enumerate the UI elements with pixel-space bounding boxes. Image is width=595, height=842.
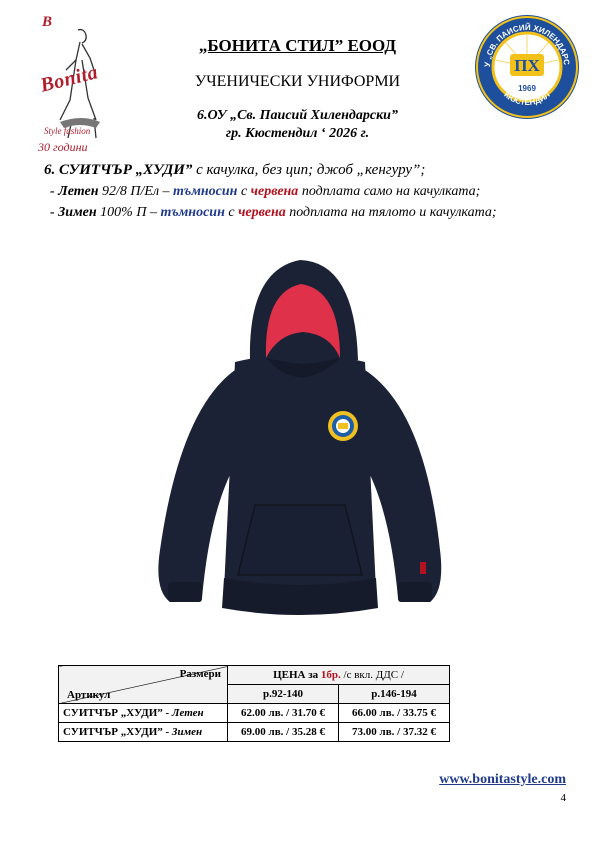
row-price-1: 69.00 лв. / 35.28 € — [228, 723, 339, 742]
article-variant: Зимен — [171, 726, 203, 738]
row-price-2: 66.00 лв. / 33.75 € — [339, 704, 450, 723]
website-link[interactable]: www.bonitastyle.com — [439, 772, 566, 787]
row-article — [59, 704, 228, 723]
brand-years: 30 години — [38, 140, 88, 154]
page-number: 4 — [560, 792, 566, 804]
price-header — [228, 666, 450, 685]
variant-dash: - — [50, 205, 55, 220]
variant-name: Летен — [58, 184, 99, 199]
item-description: с качулка, без цип; джоб „кенгуру”; — [192, 162, 426, 178]
price-table — [58, 665, 450, 742]
right-sleeve — [365, 370, 441, 602]
row-price-2: 73.00 лв. / 37.32 € — [339, 723, 450, 742]
table-header-corner — [59, 666, 228, 704]
seal-bottom-text: КЮСТЕНДИЛ — [502, 90, 552, 108]
variant-line-winter — [50, 205, 497, 221]
brand-tagline: Style fashion — [44, 126, 91, 136]
variant-conj: с — [237, 184, 251, 199]
variant-composition: 92/8 П/Ел – — [98, 184, 174, 199]
variant-dash: - — [50, 184, 55, 199]
price-label: ЦЕНА за — [273, 669, 321, 681]
variant-name: Зимен — [58, 205, 97, 220]
size-header-1: р.92-140 — [228, 685, 339, 704]
article-name: СУИТЧЪР „ХУДИ” - — [63, 726, 172, 738]
variant-line-summer — [50, 184, 480, 200]
variant-lining-text: подплата само на качулката; — [298, 184, 481, 199]
variant-color: тъмносин — [160, 205, 225, 220]
city-year: гр. Кюстендил ‘ 2026 г. — [225, 126, 370, 141]
table-row — [59, 723, 450, 742]
variant-conj: с — [224, 205, 239, 220]
variant-lining-color: червена — [238, 205, 286, 220]
company-title: „БОНИТА СТИЛ” ЕООД — [198, 36, 397, 55]
variant-composition: 100% П – — [96, 205, 161, 220]
seal-ring-text: У „СВ. ПАИСИЙ ХИЛЕНДАРС — [482, 22, 572, 68]
article-variant: Летен — [171, 707, 204, 719]
left-sleeve — [158, 370, 235, 602]
variant-lining-color: червена — [250, 184, 299, 199]
header-article: Артикул — [67, 689, 111, 701]
variant-lining-text: подплата на тялото и качулката; — [285, 205, 497, 220]
size-header-2: р.146-194 — [339, 685, 450, 704]
price-vat-note: /с вкл. ДДС / — [340, 669, 404, 681]
seal-monogram: ПХ — [514, 56, 540, 75]
item-name: СУИТЧЪР „ХУДИ” — [59, 162, 193, 178]
row-article — [59, 723, 228, 742]
kangaroo-pocket — [238, 505, 362, 575]
header-sizes: Размери — [179, 668, 221, 680]
item-heading — [44, 162, 425, 179]
item-number: 6. — [44, 162, 56, 178]
variant-color: тъмносин — [173, 184, 238, 199]
seal-year: 1969 — [518, 84, 536, 93]
article-name: СУИТЧЪР „ХУДИ” - — [63, 707, 172, 719]
school-seal — [472, 12, 582, 122]
hoodie-product-image — [140, 250, 460, 630]
document-subtitle: УЧЕНИЧЕСКИ УНИФОРМИ — [194, 73, 401, 90]
brand-b-letter: B — [42, 14, 53, 30]
row-price-1: 62.00 лв. / 31.70 € — [228, 704, 339, 723]
table-row — [59, 704, 450, 723]
price-qty: 1бр. — [320, 669, 341, 681]
school-name: 6.ОУ „Св. Паисий Хилендарски” — [197, 108, 398, 123]
brand-name: Bonita — [38, 61, 101, 97]
